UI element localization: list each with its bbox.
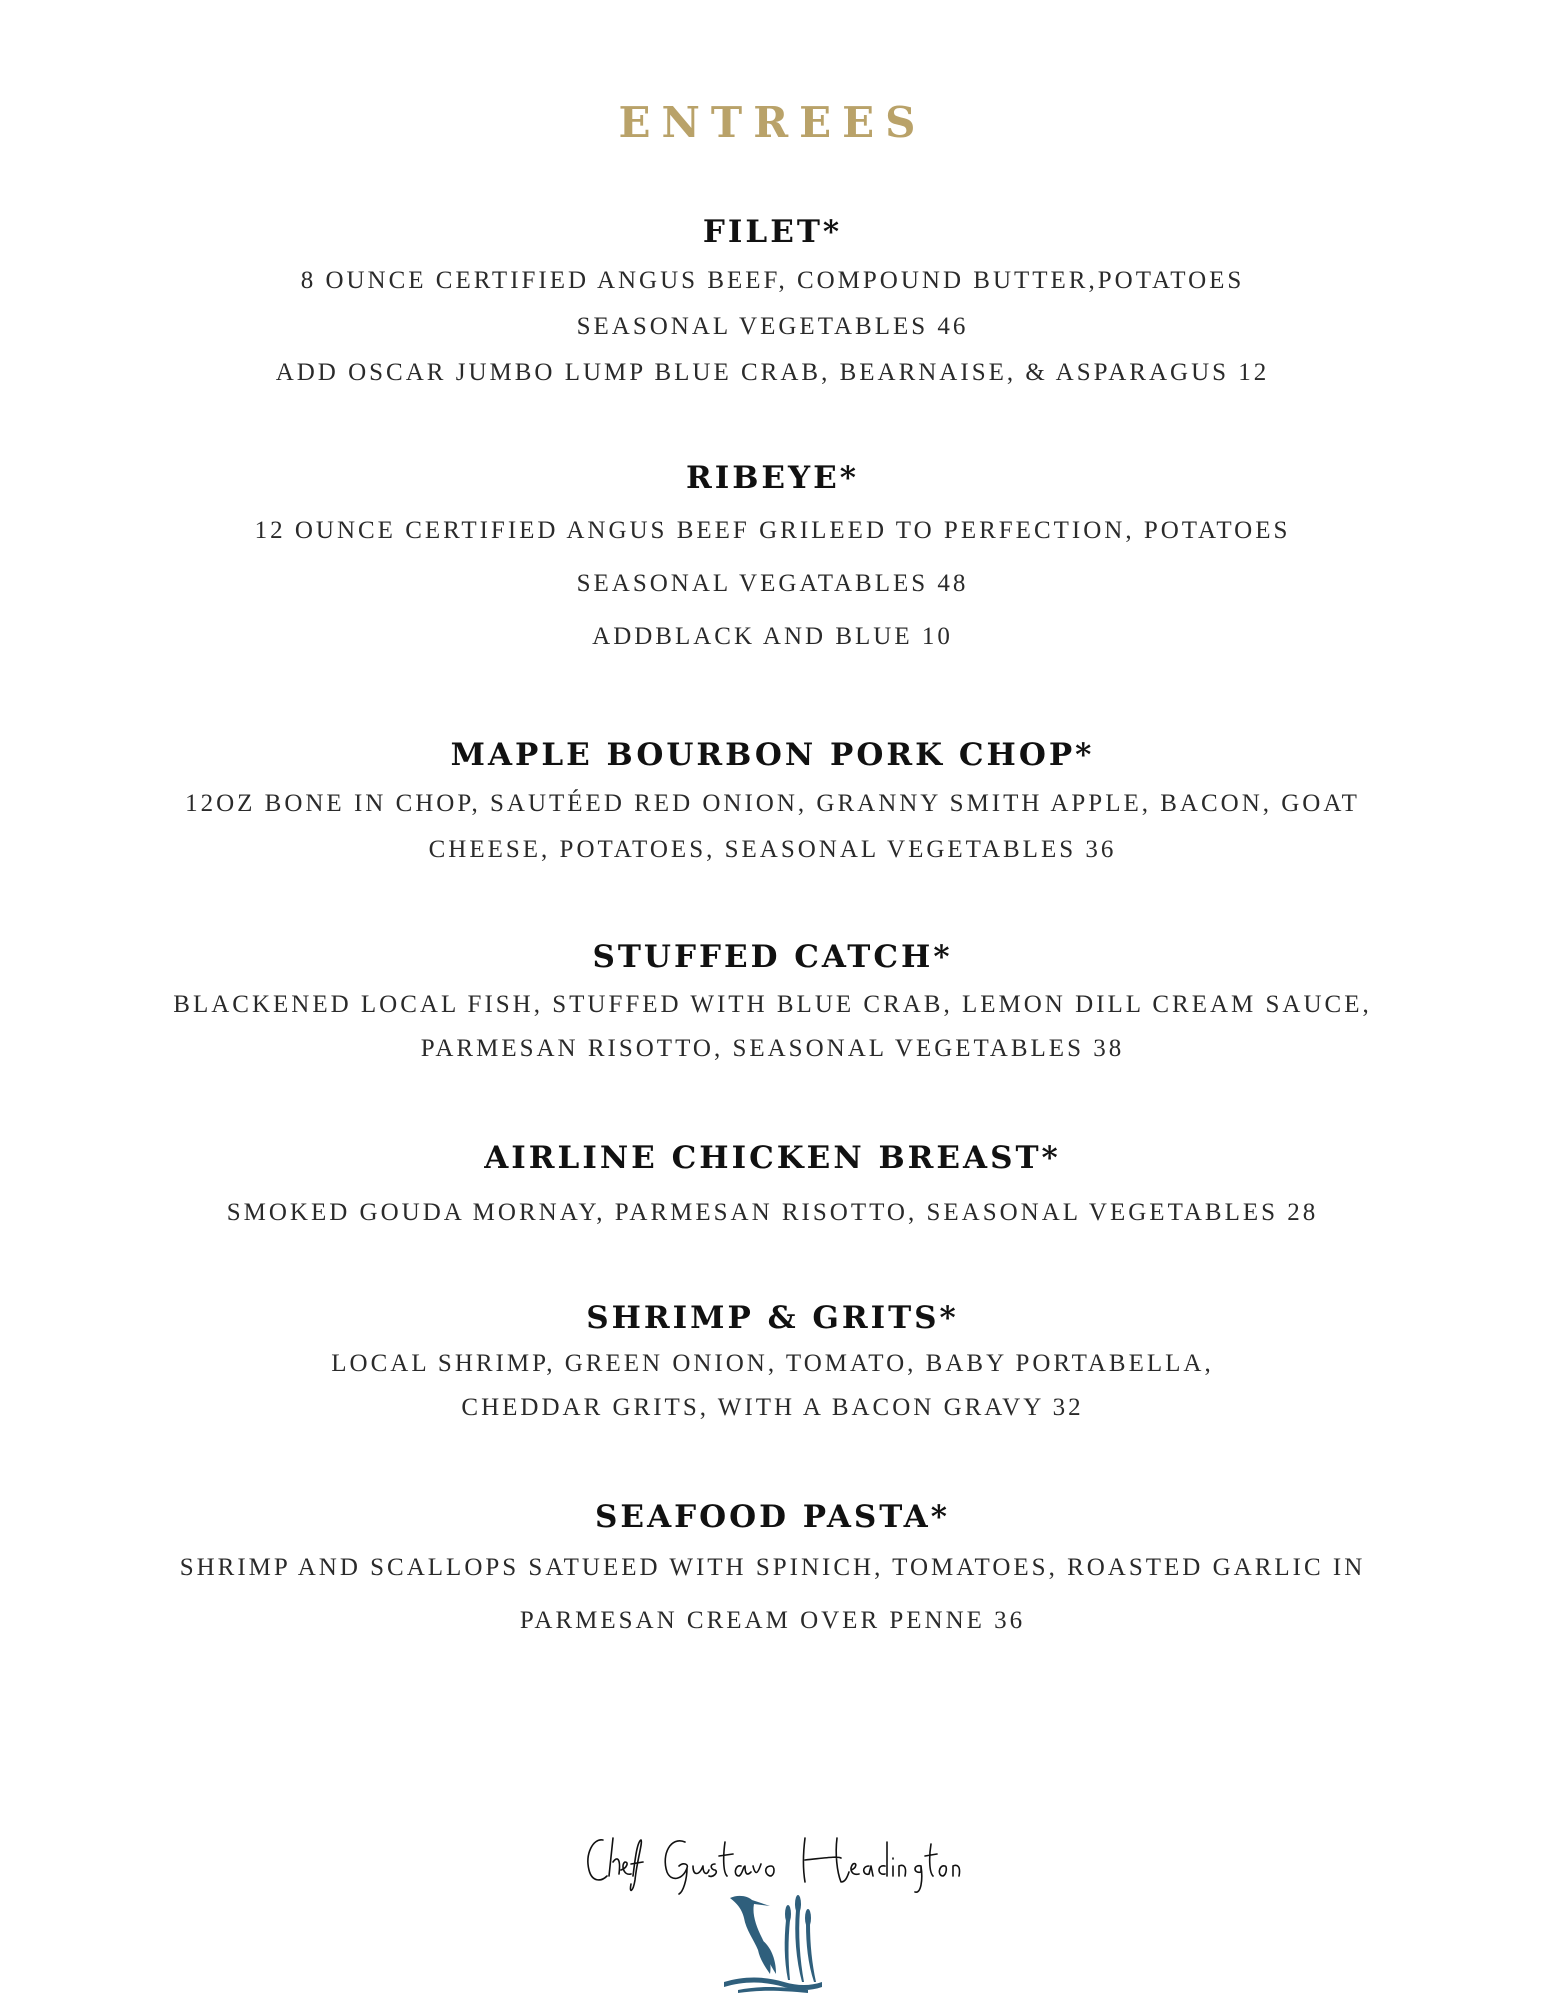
item-name: SEAFOOD PASTA* — [595, 1499, 950, 1535]
menu-item-ribeye — [0, 458, 1545, 663]
signature-icon — [575, 1820, 975, 1900]
heron-logo — [718, 1890, 828, 1995]
item-description-line: 12OZ BONE IN CHOP, SAUTÉED RED ONION, GRANNY SMITH APPLE, BACON, GOAT — [185, 790, 1360, 817]
menu-item-stuffed-catch — [0, 937, 1545, 1071]
menu-item-seafood-pasta — [0, 1497, 1545, 1647]
item-description-line: PARMESAN RISOTTO, SEASONAL VEGETABLES 38 — [420, 1035, 1125, 1062]
item-description-line: SHRIMP AND SCALLOPS SATUEED WITH SPINICH, TOMATOES, ROASTED GARLIC IN — [179, 1554, 1366, 1581]
menu-item-shrimp-grits — [0, 1298, 1545, 1430]
item-description-line: CHEESE, POTATOES, SEASONAL VEGETABLES 36 — [428, 836, 1117, 863]
item-description-line: ADDBLACK AND BLUE 10 — [592, 623, 953, 650]
item-description-line: PARMESAN CREAM OVER PENNE 36 — [519, 1607, 1026, 1634]
item-name: STUFFED CATCH* — [592, 939, 953, 975]
item-description-line: ADD OSCAR JUMBO LUMP BLUE CRAB, BEARNAISE, & ASPARAGUS 12 — [275, 359, 1270, 386]
chef-signature — [575, 1820, 975, 1900]
item-description-line: LOCAL SHRIMP, GREEN ONION, TOMATO, BABY PORTABELLA, — [331, 1350, 1214, 1377]
item-description-line: BLACKENED LOCAL FISH, STUFFED WITH BLUE CRAB, LEMON DILL CREAM SAUCE, — [173, 991, 1372, 1018]
menu-item-chicken-breast — [0, 1138, 1545, 1236]
menu-item-pork-chop — [0, 735, 1545, 873]
item-description-line: SMOKED GOUDA MORNAY, PARMESAN RISOTTO, SEASONAL VEGETABLES 28 — [226, 1199, 1319, 1226]
item-name: SHRIMP & GRITS* — [586, 1300, 959, 1336]
section-title: ENTREES — [618, 98, 927, 147]
item-name: FILET* — [702, 214, 843, 250]
item-name: RIBEYE* — [685, 460, 860, 496]
item-name: AIRLINE CHICKEN BREAST* — [484, 1140, 1061, 1176]
item-description-line: SEASONAL VEGATABLES 48 — [576, 570, 969, 597]
item-description-line: 8 OUNCE CERTIFIED ANGUS BEEF, COMPOUND BUTTER,POTATOES — [300, 267, 1245, 294]
heron-logo-icon — [718, 1890, 828, 1995]
item-description-line: CHEDDAR GRITS, WITH A BACON GRAVY 32 — [461, 1394, 1084, 1421]
item-description-line: SEASONAL VEGETABLES 46 — [576, 313, 969, 340]
item-description-line: 12 OUNCE CERTIFIED ANGUS BEEF GRILEED TO PERFECTION, POTATOES — [254, 517, 1291, 544]
menu-item-filet — [0, 212, 1545, 396]
item-name: MAPLE BOURBON PORK CHOP* — [450, 737, 1095, 773]
